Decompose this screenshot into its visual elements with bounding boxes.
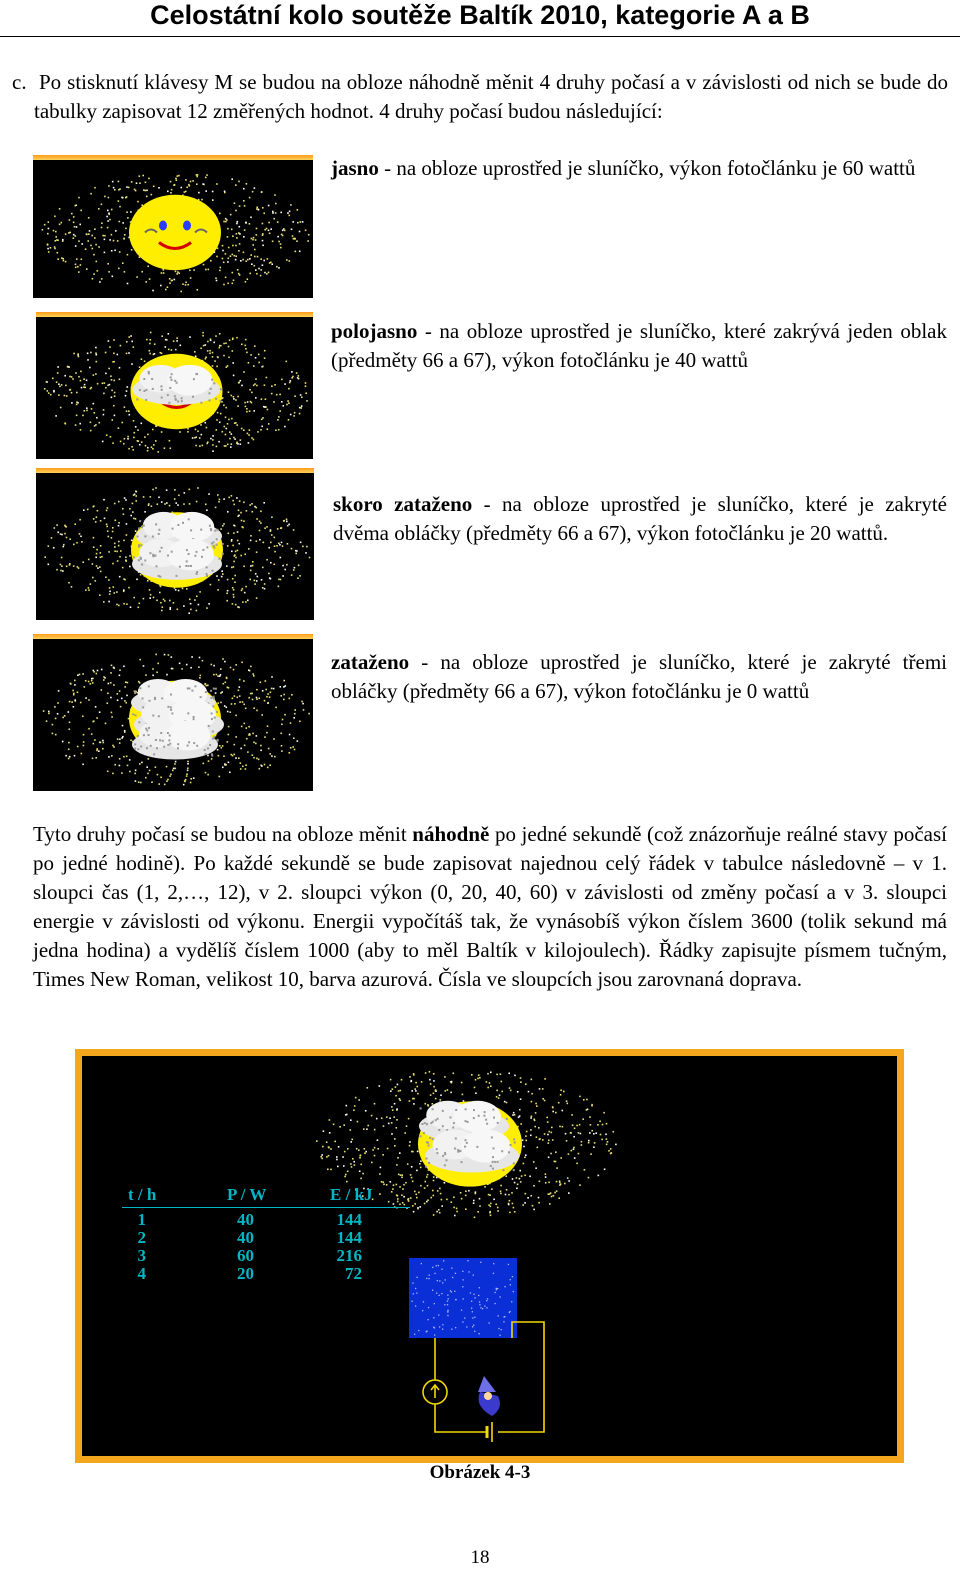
weather-name: jasno	[331, 156, 379, 180]
weather-text: - na obloze uprostřed je sluníčko, které je zakryté dvěma obláčky (předměty 66 a 67), výkon fotočlánku je 20 wattů.	[333, 492, 947, 545]
baltik-wizard-icon	[478, 1376, 500, 1416]
item-label: c.	[12, 70, 27, 94]
table-cell: 3	[137, 1246, 146, 1265]
weather-name: polojasno	[331, 319, 418, 343]
body-text-2: po jedné sekundě (což znázorňuje reálné stavy počasí po jedné hodině). Po každé sekundě se bude zapisovat najednou celý řádek v tabulce následovně – v 1. sloupci čas (1, 2,…, 12), v 2. sloupci výkon (0, 20, 40, 60) v závislosti od změny počasí a v 3. sloupci energie v závislosti od výkonu. Energii vypočítáš tak, že vynásobíš výkon číslem 3600 (tolik sekund má jedna hodina) a vydělíš číslem 1000 (aby to měl Baltík v kilojoulech). Řádky zapisujte písmem tučným, Times New Roman, velikost 10, barva azurová. Čísla ve sloupcích jsou zarovnaná doprava.	[33, 822, 947, 991]
table-cell: 20	[237, 1264, 254, 1283]
table-cell: 2	[137, 1228, 146, 1247]
measurement-table	[122, 1185, 412, 1295]
table-header-energy: E / kJ	[330, 1185, 373, 1204]
table-cell: 1	[137, 1210, 146, 1229]
sun-icon	[129, 195, 221, 270]
weather-text: - na obloze uprostřed je sluníčko, které zakrývá jeden oblak (předměty 66 a 67), výkon fotočlánku je 40 wattů	[331, 319, 947, 372]
figure-caption: Obrázek 4-3	[429, 1462, 531, 1483]
intro-paragraph	[12, 68, 948, 126]
table-cell: 144	[336, 1210, 362, 1229]
table-header-time: t / h	[128, 1185, 157, 1204]
page-header	[0, 0, 960, 37]
body-text-bold: náhodně	[412, 822, 490, 846]
cloud-icon	[132, 720, 219, 759]
weather-text: - na obloze uprostřed je sluníčko, výkon fotočlánku je 60 wattů	[378, 156, 916, 180]
figure-screen	[75, 1049, 904, 1463]
table-cell: 40	[237, 1228, 254, 1247]
weather-desc-clear	[331, 154, 947, 183]
solar-panel	[409, 1258, 517, 1338]
table-cell: 40	[237, 1210, 254, 1229]
weather-desc-overcast	[331, 648, 947, 706]
body-paragraph	[33, 820, 947, 994]
table-header-line	[122, 1207, 410, 1208]
weather-text: - na obloze uprostřed je sluníčko, které je zakryté třemi obláčky (předměty 66 a 67), výkon fotočlánku je 0 wattů	[331, 650, 947, 703]
weather-name: zataženo	[331, 650, 410, 674]
weather-name: skoro zataženo	[333, 492, 473, 516]
weather-image-mostly-cloudy	[36, 468, 314, 620]
table-cell: 60	[237, 1246, 254, 1265]
weather-image-partly-cloudy	[36, 312, 313, 459]
body-text-1: Tyto druhy počasí se budou na obloze měnit	[33, 822, 413, 846]
table-cell: 72	[345, 1264, 362, 1283]
cloud-icon	[425, 1130, 519, 1173]
table-header-power: P / W	[227, 1185, 267, 1204]
page-title: Celostátní kolo soutěže Baltík 2010, kategorie A a B	[150, 0, 810, 30]
table-cell: 144	[336, 1228, 362, 1247]
weather-desc-mostly-cloudy	[333, 490, 947, 548]
weather-image-clear	[33, 155, 313, 298]
table-cell: 4	[137, 1264, 146, 1283]
intro-text: Po stisknutí klávesy M se budou na obloze náhodně měnit 4 druhy počasí a v závislosti od nich se bude do tabulky zapisovat 12 změřených hodnot. 4 druhy počasí budou následující:	[34, 70, 948, 123]
page-number: 18	[470, 1547, 490, 1568]
weather-desc-partly-cloudy	[331, 317, 947, 375]
table-cell: 216	[336, 1246, 362, 1265]
weather-image-overcast	[33, 634, 313, 791]
